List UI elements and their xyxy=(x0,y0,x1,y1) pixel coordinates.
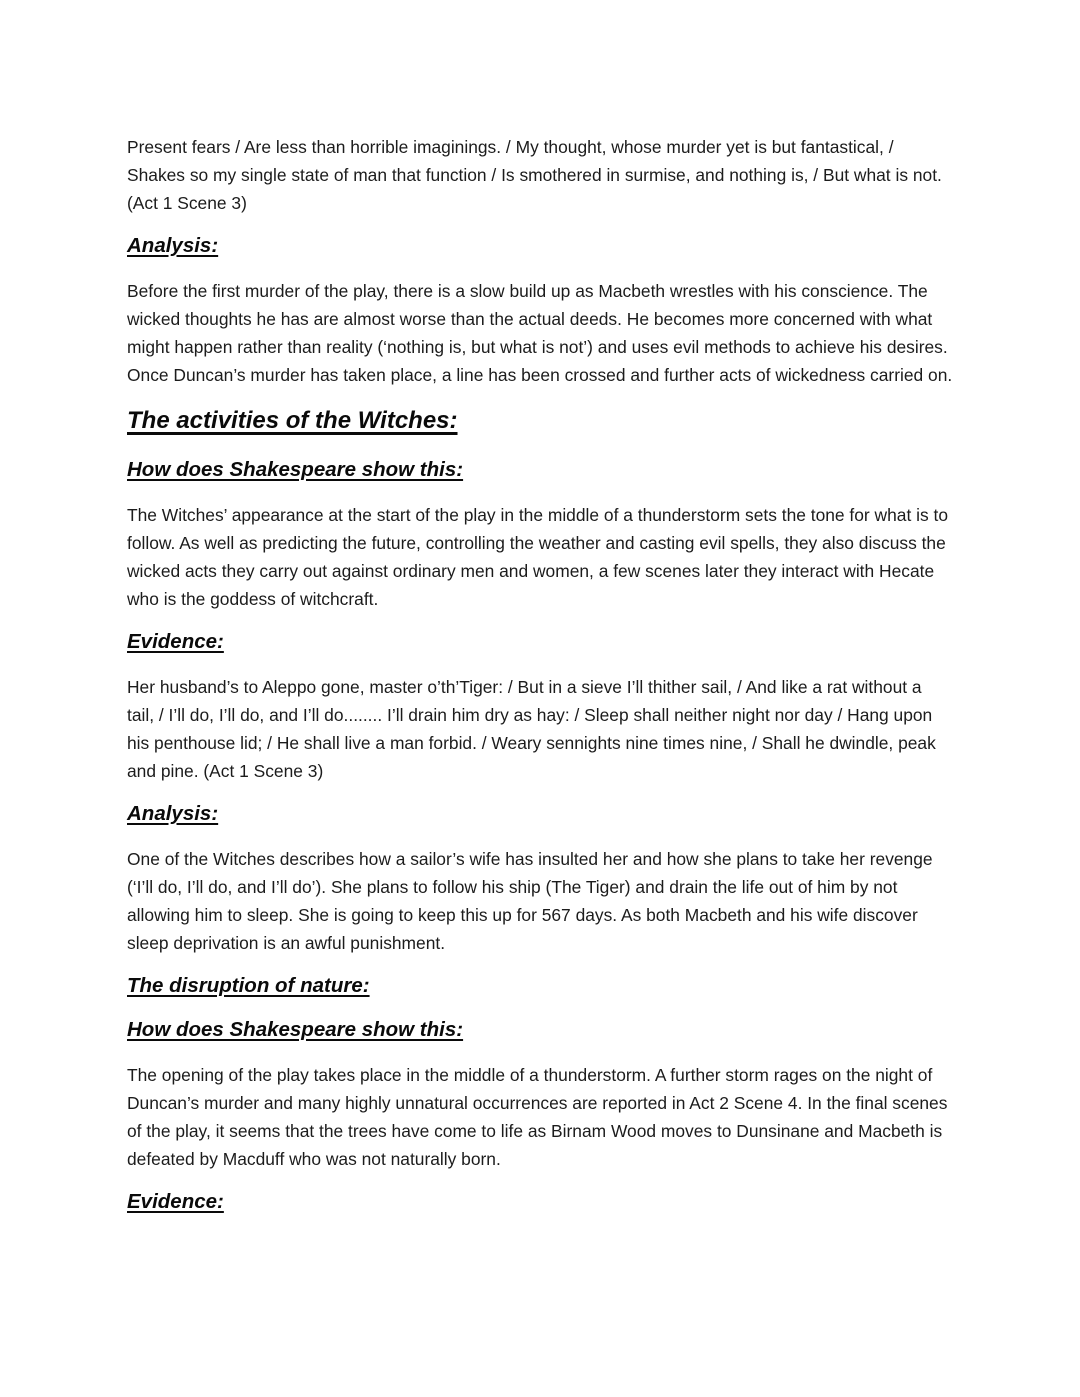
evidence-quote-paragraph: Her husband’s to Aleppo gone, master o’th’Tiger: / But in a sieve I’ll thither sail, / And like a rat without a tail, / I’ll do, I’ll do, and I’ll do........ I’ll drain him dry as hay: / Sleep shall neither night nor day / Hang upon his penthouse lid; / He shall live a man forbid. / Weary sennights nine times nine, / Shall he dwindle, peak and pine. (Act 1 Scene 3) xyxy=(127,677,936,781)
analysis-paragraph-1: Before the first murder of the play, there is a slow build up as Macbeth wrestles with his conscience. The wicked thoughts he has are almost worse than the actual deeds. He becomes more concerned with what might happen rather than reality (‘nothing is, but what is not’) and uses evil methods to achieve his desires. Once Duncan’s murder has taken place, a line has been crossed and further acts of wickedness carried on. xyxy=(127,281,953,385)
how-shakespeare-shows-heading-1: How does Shakespeare show this: xyxy=(127,458,464,481)
evidence-heading-2: Evidence: xyxy=(127,1190,224,1213)
section-heading-activities-of-witches: The activities of the Witches: xyxy=(127,407,458,434)
section-heading-disruption-of-nature: The disruption of nature: xyxy=(127,974,370,997)
evidence-heading-1: Evidence: xyxy=(127,630,224,653)
analysis-heading-2: Analysis: xyxy=(127,802,219,825)
how-shakespeare-shows-heading-2: How does Shakespeare show this: xyxy=(127,1018,464,1041)
analysis-heading-1: Analysis: xyxy=(127,234,219,257)
analysis-paragraph-2: One of the Witches describes how a sailor’s wife has insulted her and how she plans to take her revenge (‘I’ll do, I’ll do, and I’ll do’). She plans to follow his ship (The Tiger) and drain the life out of him by not allowing him to sleep. She is going to keep this up for 567 days. As both Macbeth and his wife discover sleep deprivation is an awful punishment. xyxy=(127,849,933,953)
how-shakespeare-shows-paragraph-1: The Witches’ appearance at the start of the play in the middle of a thunderstorm sets the tone for what is to follow. As well as predicting the future, controlling the weather and casting evil spells, they also discuss the wicked acts they carry out against ordinary men and women, a few scenes later they interact with Hecate who is the goddess of witchcraft. xyxy=(127,505,949,609)
macbeth-quote-paragraph: Present fears / Are less than horrible imaginings. / My thought, whose murder yet is but fantastical, / Shakes so my single state of man that function / Is smothered in surmise, and nothing is, / But what is not. (Act 1 Scene 3) xyxy=(127,137,942,213)
how-shakespeare-shows-paragraph-2: The opening of the play takes place in the middle of a thunderstorm. A further storm rages on the night of Duncan’s murder and many highly unnatural occurrences are reported in Act 2 Scene 4. In the final scenes of the play, it seems that the trees have come to life as Birnam Wood moves to Dunsinane and Macbeth is defeated by Macduff who was not naturally born. xyxy=(127,1065,948,1169)
